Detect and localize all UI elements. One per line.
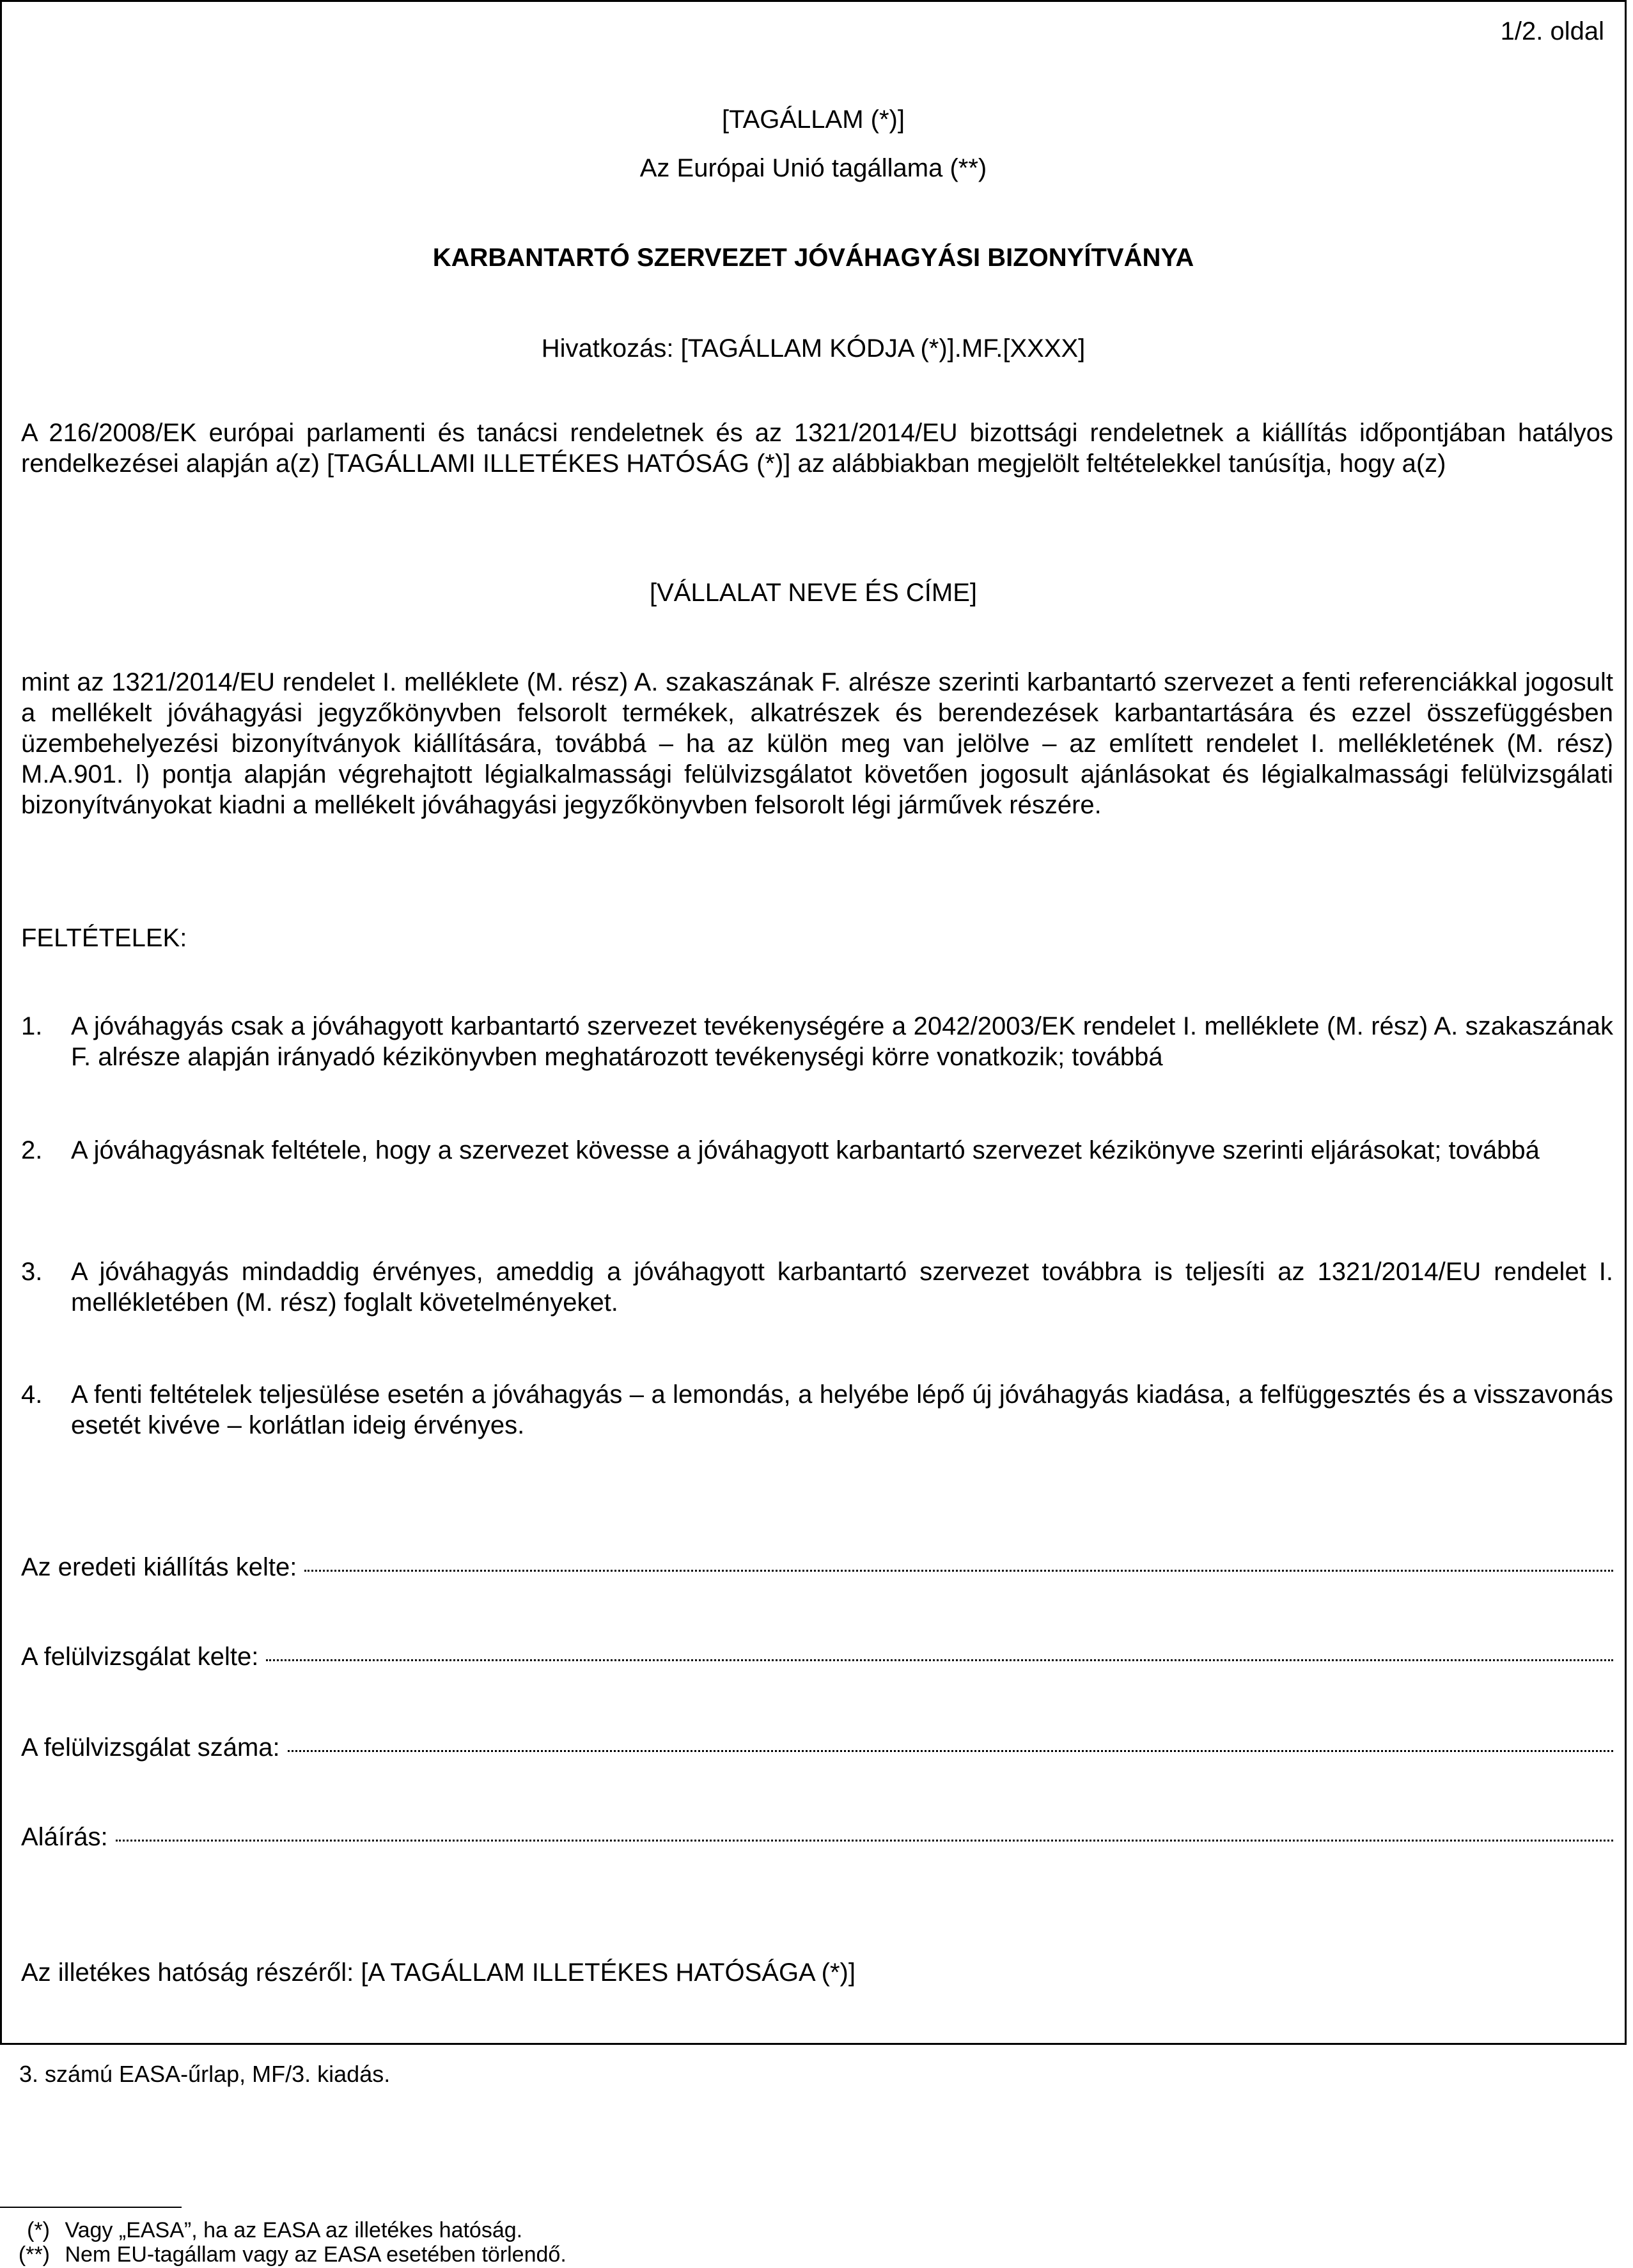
condition-item [21, 1256, 1613, 1318]
issue-date-dotted-line[interactable] [304, 1569, 1613, 1572]
document-title: KARBANTARTÓ SZERVEZET JÓVÁHAGYÁSI BIZONYÍTVÁNYA [432, 244, 1194, 272]
condition-text: A fenti feltételek teljesülése esetén a jóváhagyás – a lemondás, a helyébe lépő új jóváhagyás kiadása, a felfüggesztés és a visszavonás esetét kivéve – korlátlan ideig érvényes. [71, 1380, 1613, 1439]
condition-number: 1. [21, 1012, 43, 1040]
footnote-mark: (*) [27, 2218, 50, 2242]
footnote-divider [0, 2207, 182, 2208]
condition-item [21, 1379, 1613, 1441]
footnote-text: Vagy „EASA”, ha az EASA az illetékes hatóság. [65, 2218, 523, 2242]
revision-date-field[interactable] [21, 1641, 1613, 1672]
revision-number-dotted-line[interactable] [288, 1749, 1613, 1752]
member-state-placeholder: [TAGÁLLAM (*)] [722, 106, 905, 134]
signature-field[interactable] [21, 1822, 1613, 1852]
condition-text: A jóváhagyásnak feltétele, hogy a szervezet kövesse a jóváhagyott karbantartó szervezet kézikönyve szerinti eljárásokat; továbbá [71, 1136, 1540, 1164]
revision-date-dotted-line[interactable] [266, 1659, 1613, 1661]
scope-paragraph: mint az 1321/2014/EU rendelet I. melléklete (M. rész) A. szakaszának F. alrésze szerinti karbantartó szervezet a fenti referenciákkal jogosult a mellékelt jóváhagyási jegyzőkönyvben felsorolt termékek, alkatrészek és berendezések karbantartására és ezzel összefüggésben üzembehelyezési bizonyítványok kiállítására, továbbá – ha az külön meg van jelölve – az említett rendelet I. mellékletének (M. rész) M.A.901. l) pontja alapján végrehajtott légialkalmassági felülvizsgálatot követően jogosult ajánlásokat és légialkalmassági felülvizsgálati bizonyítványokat kiadni a mellékelt jóváhagyási jegyzőkönyvben felsorolt légi járművek részére. [21, 668, 1613, 819]
company-placeholder: [VÁLLALAT NEVE ÉS CÍME] [649, 579, 978, 607]
page-number: 1/2. oldal [1500, 17, 1604, 45]
footnote-mark: (**) [18, 2242, 50, 2267]
footnote [0, 2242, 566, 2268]
footnote [0, 2217, 522, 2244]
conditions-heading: FELTÉTELEK: [21, 924, 187, 952]
condition-text: A jóváhagyás csak a jóváhagyott karbantartó szervezet tevékenységére a 2042/2003/EK rendelet I. melléklete (M. rész) A. szakaszának F. alrésze alapján irányadó kézikönyvben meghatározott tevékenységi körre vonatkozik; továbbá [71, 1012, 1613, 1071]
condition-item [21, 1011, 1613, 1072]
revision-date-label: A felülvizsgálat kelte: [21, 1643, 259, 1671]
condition-number: 4. [21, 1380, 43, 1409]
intro-paragraph: A 216/2008/EK európai parlamenti és tanácsi rendeletnek és az 1321/2014/EU bizottsági rendeletnek a kiállítás időpontjában hatályos rendelkezései alapján a(z) [TAGÁLLAMI ILLETÉKES HATÓSÁG (*)] az alábbiakban megjelölt feltételekkel tanúsítja, hogy a(z) [21, 419, 1613, 478]
issue-date-label: Az eredeti kiállítás kelte: [21, 1553, 297, 1581]
reference-line: Hivatkozás: [TAGÁLLAM KÓDJA (*)].MF.[XXXX] [541, 334, 1086, 363]
authority-line: Az illetékes hatóság részéről: [A TAGÁLLAM ILLETÉKES HATÓSÁGA (*)] [21, 1959, 856, 1987]
revision-number-field[interactable] [21, 1732, 1613, 1763]
form-identifier: 3. számú EASA-űrlap, MF/3. kiadás. [19, 2061, 391, 2087]
issue-date-field[interactable] [21, 1552, 1613, 1583]
signature-label: Aláírás: [21, 1823, 108, 1851]
condition-number: 3. [21, 1258, 43, 1286]
eu-member-state-line: Az Európai Unió tagállama (**) [639, 154, 987, 182]
condition-number: 2. [21, 1136, 43, 1164]
footnote-text: Nem EU-tagállam vagy az EASA esetében törlendő. [65, 2242, 566, 2267]
revision-number-label: A felülvizsgálat száma: [21, 1733, 280, 1762]
condition-item [21, 1135, 1613, 1166]
condition-text: A jóváhagyás mindaddig érvényes, ameddig a jóváhagyott karbantartó szervezet továbbra is teljesíti az 1321/2014/EU rendelet I. mellékletében (M. rész) foglalt követelményeket. [71, 1258, 1613, 1317]
signature-dotted-line[interactable] [116, 1839, 1613, 1842]
